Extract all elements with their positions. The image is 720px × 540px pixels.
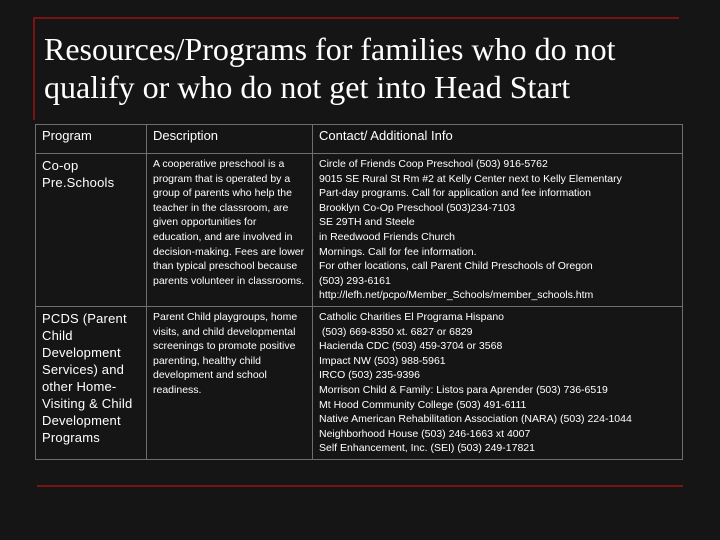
frame-top-rule [33, 17, 679, 19]
header-contact: Contact/ Additional Info [313, 125, 683, 154]
frame-left-rule [33, 17, 35, 120]
header-program: Program [36, 125, 147, 154]
program-cell: PCDS (Parent Child Development Services) and other Home-Visiting & Child Development Programs [36, 306, 147, 459]
table-row-coop [36, 154, 683, 307]
table-row-pcds [36, 306, 683, 459]
contact-line: Circle of Friends Coop Preschool (503) 916-5762 [319, 158, 548, 170]
contact-line: Impact NW (503) 988-5961 [319, 354, 446, 367]
header-description: Description [147, 125, 313, 154]
contact-line: Native American Rehabilitation Association (NARA) (503) 224-1044 [319, 413, 632, 426]
contact-line: Brooklyn Co-Op Preschool (503)234-7103 [319, 201, 516, 214]
contact-line: Mt Hood Community College (503) 491-6111 [319, 398, 527, 411]
contact-line: Morrison Child & Family: Listos para Aprender (503) 736-6519 [319, 383, 608, 396]
contact-line: Self Enhancement, Inc. (SEI) (503) 249-17821 [319, 442, 535, 455]
contact-line: Hacienda CDC (503) 459-3704 or 3568 [319, 340, 503, 353]
table-header-row [36, 125, 683, 154]
frame-bottom-rule [37, 485, 683, 487]
contact-line: in Reedwood Friends Church [319, 230, 455, 243]
contact-line: For other locations, call Parent Child Preschools of Oregon [319, 260, 593, 273]
contact-line: Mornings. Call for fee information. [319, 245, 477, 258]
contact-cell [313, 154, 683, 307]
resources-table [35, 124, 683, 460]
program-cell: Co-op Pre.Schools [36, 154, 147, 307]
contact-line: SE 29TH and Steele [319, 216, 415, 229]
contact-line: (503) 669-8350 xt. 6827 or 6829 [319, 325, 473, 338]
contact-line: (503) 293-6161 [319, 274, 391, 287]
contact-line: Part-day programs. Call for application and fee information [319, 187, 591, 200]
contact-cell [313, 306, 683, 459]
contact-link[interactable]: http://lefh.net/pcpo/Member_Schools/member_schools.htm [319, 289, 594, 302]
contact-line: IRCO (503) 235-9396 [319, 369, 420, 382]
contact-line: 9015 SE Rural St Rm #2 at Kelly Center next to Kelly Elementary [319, 172, 622, 185]
description-cell: Parent Child playgroups, home visits, and child developmental screenings to promote positive parenting, healthy child development and school readiness. [147, 306, 313, 459]
description-cell: A cooperative preschool is a program that is operated by a group of parents who help the teacher in the classroom, are given opportunities for education, and are involved in decision-making. Fees are lower than typical preschool because parents volunteer in classrooms. [147, 154, 313, 307]
contact-line: Catholic Charities El Programa Hispano [319, 310, 504, 323]
slide-title: Resources/Programs for families who do not qualify or who do not get into Head Start [44, 31, 616, 105]
contact-line: Neighborhood House (503) 246-1663 xt 4007 [319, 427, 531, 440]
